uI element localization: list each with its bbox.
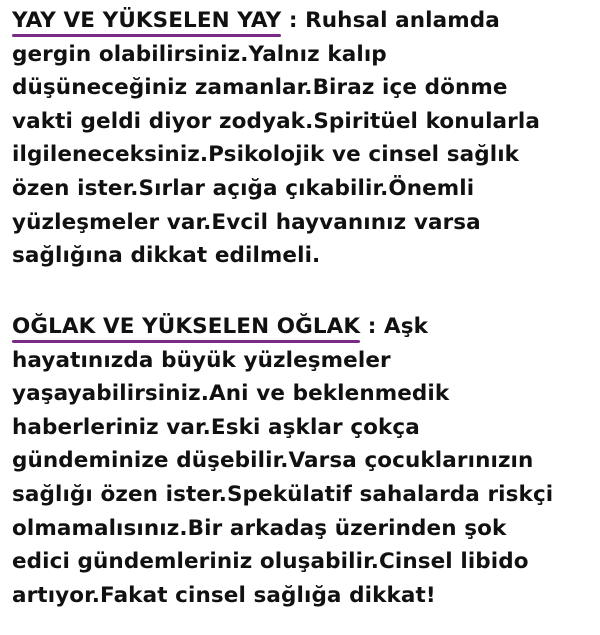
section-heading-text: OĞLAK VE YÜKSELEN OĞLAK xyxy=(12,314,361,339)
paragraph-line: edici gündemleriniz oluşabilir.Cinsel libido xyxy=(12,549,529,575)
section-heading xyxy=(12,310,360,344)
paragraph-line: düşüneceğiniz zamanlar.Biraz içe dönme xyxy=(12,75,508,101)
first-line-text: Aşk xyxy=(384,314,429,339)
paragraph-line: yaşayabilirsiniz.Ani ve beklenmedik xyxy=(12,381,450,407)
paragraph-line: haberleriniz var.Eski aşklar çokça xyxy=(12,414,420,440)
section-paragraph xyxy=(12,4,592,273)
paragraph-line: yüzleşmeler var.Evcil hayvanınız varsa xyxy=(12,209,481,235)
paragraph-line: gergin olabilirsiniz.Yalnız kalıp xyxy=(12,41,387,67)
heading-separator: : xyxy=(281,8,306,33)
paragraph-line: özen ister.Sırlar açığa çıkabilir.Önemli xyxy=(12,175,475,201)
paragraph-line: hayatınızda büyük yüzleşmeler xyxy=(12,347,391,373)
section-oglak xyxy=(12,310,592,612)
paragraph-line: artıyor.Fakat cinsel sağlığa dikkat! xyxy=(12,582,436,608)
heading-underline xyxy=(12,340,360,343)
section-heading-text: YAY VE YÜKSELEN YAY xyxy=(12,8,282,33)
paragraph-line xyxy=(12,310,592,344)
section-paragraph xyxy=(12,310,592,612)
heading-underline xyxy=(12,34,281,37)
paragraph-line: sağlığına dikkat edilmeli. xyxy=(12,243,321,269)
paragraph-line xyxy=(12,4,592,38)
paragraph-line: gündeminize düşebilir.Varsa çocuklarınızın xyxy=(12,448,534,474)
first-line-text: Ruhsal anlamda xyxy=(305,8,500,33)
paragraph-line: ilgileneceksiniz.Psikolojik ve cinsel sağlık xyxy=(12,142,520,168)
paragraph-line: olmamalısınız.Bir arkadaş üzerinden şok xyxy=(12,515,507,541)
paragraph-line: vakti geldi diyor zodyak.Spiritüel konularla xyxy=(12,108,540,134)
heading-separator: : xyxy=(360,314,385,339)
section-yay xyxy=(12,4,592,273)
section-heading xyxy=(12,4,281,38)
paragraph-line: sağlığı özen ister.Spekülatif sahalarda riskçi xyxy=(12,481,554,507)
